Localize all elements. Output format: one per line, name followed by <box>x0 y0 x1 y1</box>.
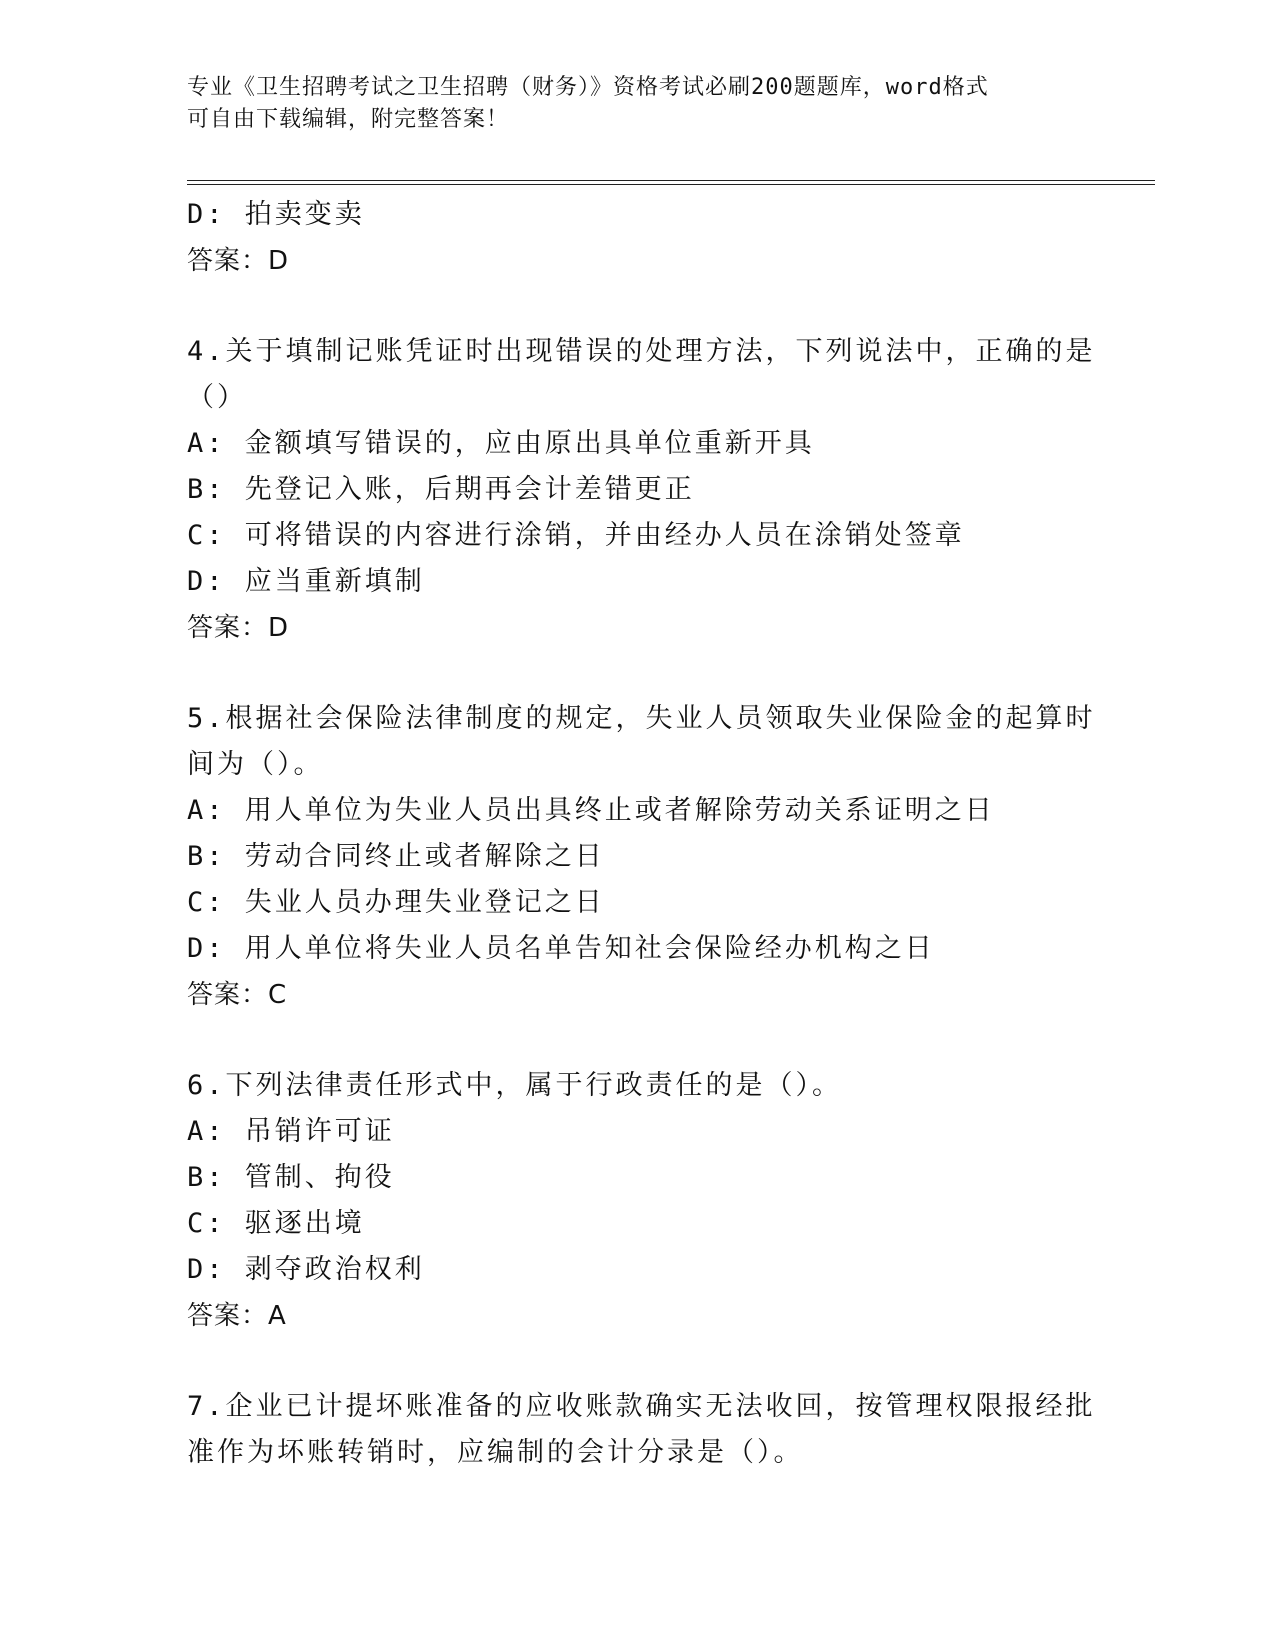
question-4 <box>187 329 1096 651</box>
document-header <box>187 72 1067 136</box>
question-6 <box>187 1063 1087 1339</box>
document-body <box>187 192 1096 1476</box>
option-c: C: 驱逐出境 <box>187 1208 365 1239</box>
header-divider-bottom <box>187 184 1155 185</box>
option-a: A: 用人单位为失业人员出具终止或者解除劳动关系证明之日 <box>187 795 995 826</box>
header-line-1: 专业《卫生招聘考试之卫生招聘（财务）》资格考试必刷200题题库，word格式 <box>187 75 989 100</box>
header-line-2: 可自由下载编辑，附完整答案！ <box>187 107 510 132</box>
answer: 答案：D <box>187 613 290 643</box>
header-divider-top <box>187 180 1155 181</box>
answer: 答案：D <box>187 246 290 276</box>
option-d: D: 应当重新填制 <box>187 566 425 597</box>
question-stem: 7.企业已计提坏账准备的应收账款确实无法收回，按管理权限报经批 <box>187 1391 1096 1422</box>
option-b: B: 劳动合同终止或者解除之日 <box>187 841 605 872</box>
question-stem: 5.根据社会保险法律制度的规定，失业人员领取失业保险金的起算时 <box>187 703 1096 734</box>
option-a: A: 吊销许可证 <box>187 1116 395 1147</box>
question-stem-cont: 准作为坏账转销时，应编制的会计分录是（）。 <box>187 1437 804 1468</box>
option-a: A: 金额填写错误的，应由原出具单位重新开具 <box>187 428 815 459</box>
option-d: D: 剥夺政治权利 <box>187 1254 425 1285</box>
option-c: C: 可将错误的内容进行涂销，并由经办人员在涂销处签章 <box>187 520 965 551</box>
question-3-tail <box>187 192 1087 284</box>
answer: 答案：C <box>187 980 288 1010</box>
option-b: B: 先登记入账，后期再会计差错更正 <box>187 474 695 505</box>
option-b: B: 管制、拘役 <box>187 1162 395 1193</box>
question-stem: 4.关于填制记账凭证时出现错误的处理方法，下列说法中，正确的是 <box>187 336 1096 367</box>
question-stem-cont: 间为（）。 <box>187 749 324 780</box>
option-d: D: 拍卖变卖 <box>187 199 365 230</box>
option-d: D: 用人单位将失业人员名单告知社会保险经办机构之日 <box>187 933 935 964</box>
question-7 <box>187 1384 1096 1476</box>
question-stem: 6.下列法律责任形式中，属于行政责任的是（）。 <box>187 1070 843 1101</box>
option-c: C: 失业人员办理失业登记之日 <box>187 887 605 918</box>
answer: 答案：A <box>187 1301 287 1331</box>
question-5 <box>187 696 1096 1018</box>
question-stem-cont: （） <box>187 382 247 413</box>
